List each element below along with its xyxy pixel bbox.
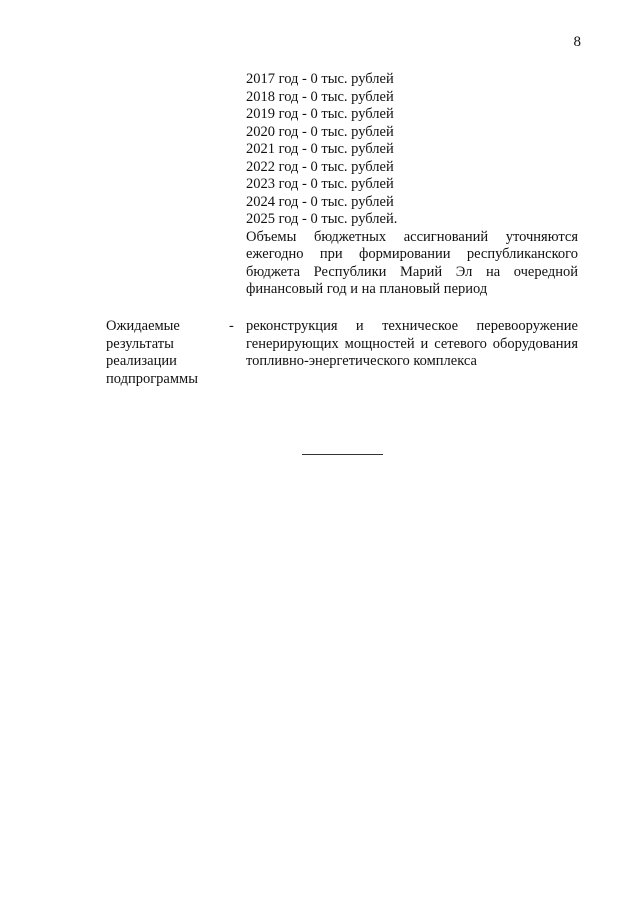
results-label	[106, 318, 216, 388]
page-number: 8	[573, 34, 581, 50]
end-divider	[302, 454, 383, 455]
funding-section	[246, 71, 578, 299]
results-dash: -	[229, 318, 234, 334]
results-label-line: реализации	[106, 353, 177, 369]
funding-year-2017: 2017 год - 0 тыс. рублей	[246, 71, 394, 87]
funding-year-2020: 2020 год - 0 тыс. рублей	[246, 123, 394, 140]
results-label-line: Ожидаемые	[106, 318, 180, 334]
funding-year-2021: 2021 год - 0 тыс. рублей	[246, 141, 394, 157]
funding-year-2019: 2019 год - 0 тыс. рублей	[246, 106, 394, 122]
funding-year-2023: 2023 год - 0 тыс. рублей	[246, 176, 394, 192]
funding-year-2025: 2025 год - 0 тыс. рублей.	[246, 211, 398, 227]
results-label-line: результаты	[106, 335, 174, 352]
results-label-line: подпрограммы	[106, 370, 198, 387]
funding-note: Объемы бюджетных ассигнований уточняются ежегодно при формировании республиканского бюджета Республики Марий Эл на очередной финансовый год и на плановый период	[246, 228, 578, 297]
funding-year-2024: 2024 год - 0 тыс. рублей	[246, 193, 394, 210]
results-text: реконструкция и техническое перевооружение генерирующих мощностей и сетевого оборудования топливно-энергетического комплекса	[246, 318, 578, 369]
funding-year-2022: 2022 год - 0 тыс. рублей	[246, 158, 394, 175]
funding-year-2018: 2018 год - 0 тыс. рублей	[246, 88, 394, 105]
